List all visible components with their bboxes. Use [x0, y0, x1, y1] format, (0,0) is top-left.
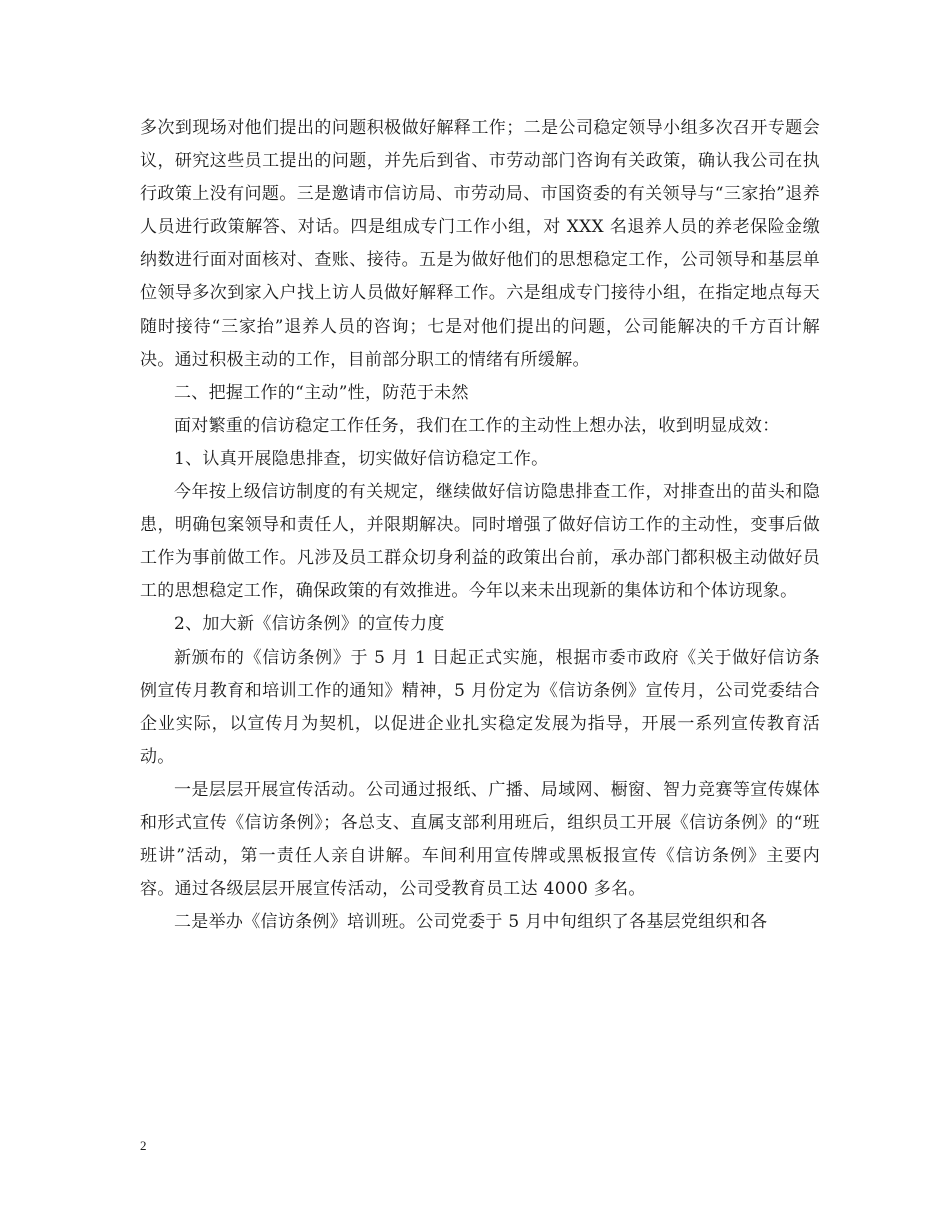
- subsection-heading: 1、认真开展隐患排查，切实做好信访稳定工作。: [174, 448, 549, 469]
- paragraph: 多次到现场对他们提出的问题积极做好解释工作；二是公司稳定领导小组多次召开专题会议，研究这些员工提出的问题，并先后到省、市劳动部门咨询有关政策，确认我公司在执行政策上没有问题。三是邀请市信访局、市劳动局、市国资委的有关领导与“三家抬”退养人员进行政策解答、对话。四是组成专门工作小组，对 XXX 名退养人员的养老保险金缴纳数进行面对面核对、查账、接待。五是为做好他们的思想稳定工作，公司领导和基层单位领导多次到家入户找上访人员做好解释工作。六是组成专门接待小组，在指定地点每天随时接待“三家抬”退养人员的咨询；七是对他们提出的问题，公司能解决的千方百计解决。通过积极主动的工作，目前部分职工的情绪有所缓解。: [140, 118, 820, 370]
- section-heading: 二、把握工作的“主动”性，防范于未然: [174, 382, 469, 403]
- paragraph: 二是举办《信访条例》培训班。公司党委于 5 月中旬组织了各基层党组织和各: [174, 912, 768, 933]
- paragraph: 面对繁重的信访稳定工作任务，我们在工作的主动性上想办法，收到明显成效：: [174, 415, 780, 436]
- subsection-heading: 2、加大新《信访条例》的宣传力度: [174, 614, 445, 635]
- paragraph: 一是层层开展宣传活动。公司通过报纸、广播、局域网、橱窗、智力竞赛等宣传媒体和形式宣传《信访条例》；各总支、直属支部利用班后，组织员工开展《信访条例》的“班班讲”活动，第一责任人亲自讲解。车间利用宣传牌或黑板报宣传《信访条例》主要内容。通过各级层层开展宣传活动，公司受教育员工达 4000 多名。: [140, 779, 820, 900]
- paragraph: 新颁布的《信访条例》于 5 月 1 日起正式实施，根据市委市政府《关于做好信访条例宣传月教育和培训工作的通知》精神，5 月份定为《信访条例》宣传月，公司党委结合企业实际，以宣传月为契机，以促进企业扎实稳定发展为指导，开展一系列宣传教育活动。: [140, 647, 820, 767]
- document-body: [140, 112, 820, 939]
- page-number: 2: [140, 1138, 147, 1153]
- paragraph: 今年按上级信访制度的有关规定，继续做好信访隐患排查工作，对排查出的苗头和隐患，明确包案领导和责任人，并限期解决。同时增强了做好信访工作的主动性，变事后做工作为事前做工作。凡涉及员工群众切身利益的政策出台前，承办部门都积极主动做好员工的思想稳定工作，确保政策的有效推进。今年以来未出现新的集体访和个体访现象。: [140, 482, 820, 602]
